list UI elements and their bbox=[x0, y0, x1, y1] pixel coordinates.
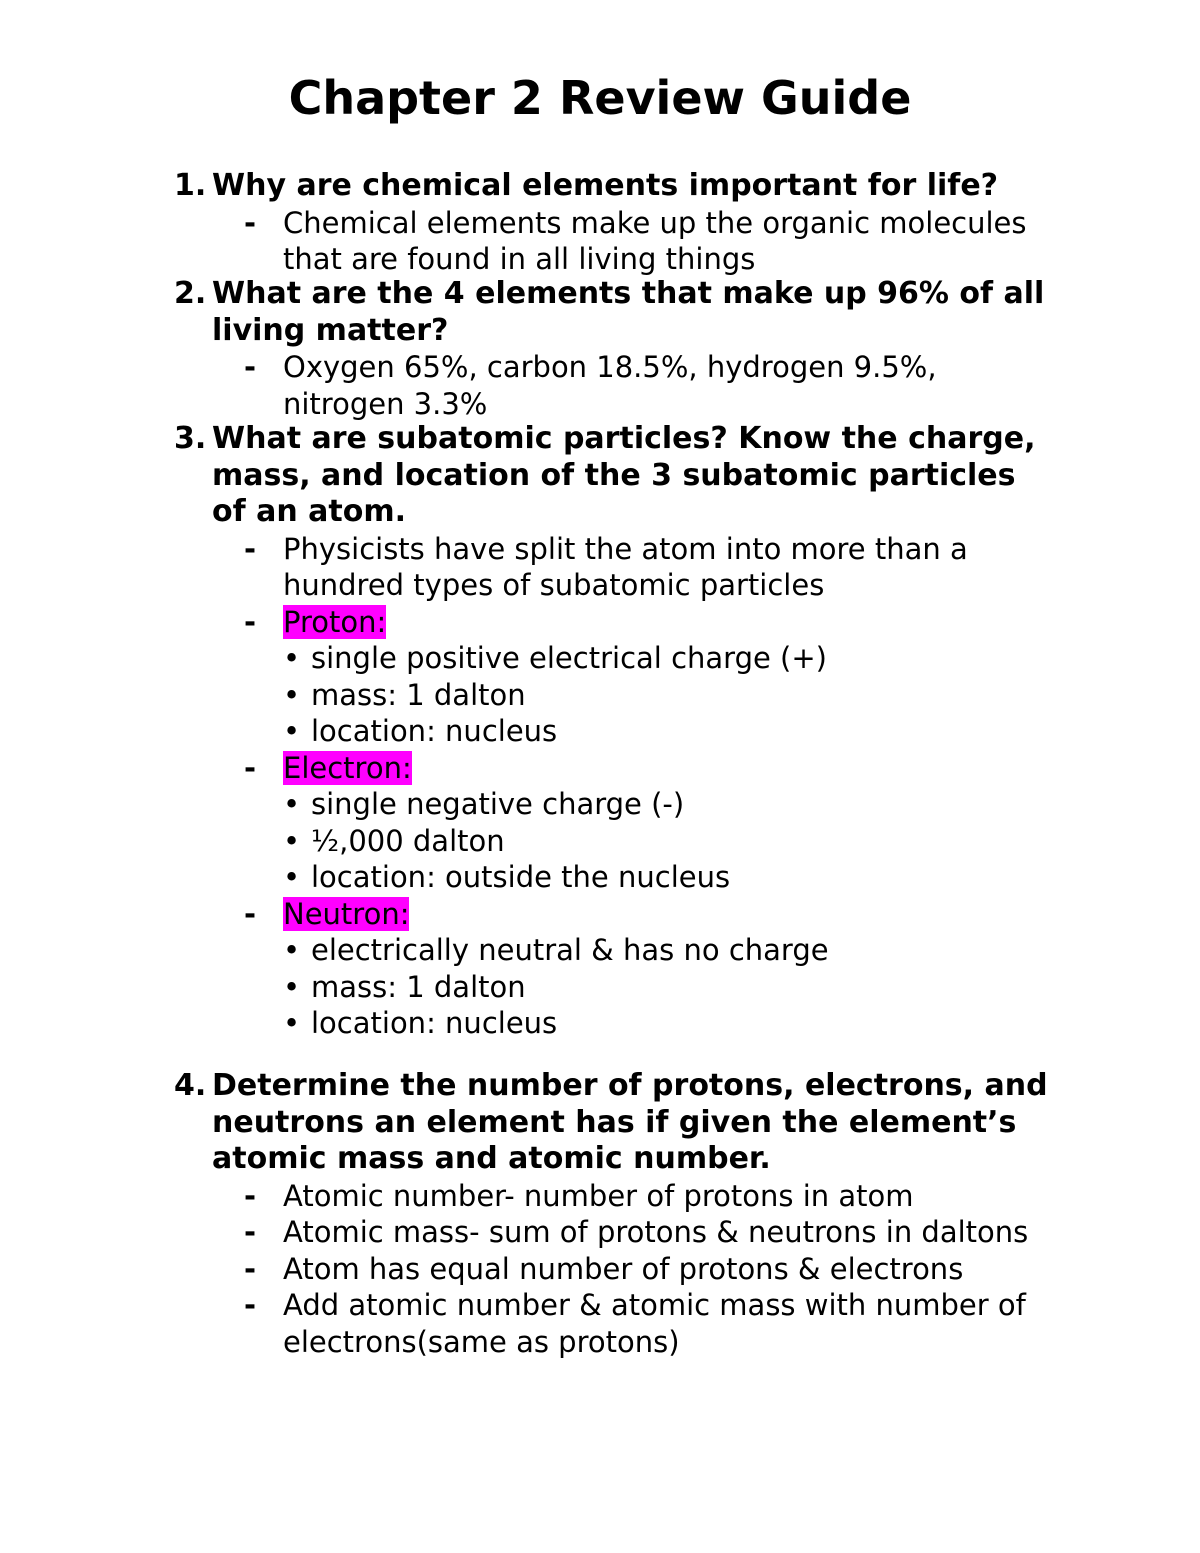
detail-text: ½,000 dalton bbox=[311, 823, 505, 858]
dash-marker: - bbox=[244, 1178, 257, 1213]
particle-electron bbox=[174, 750, 1054, 896]
detail-text: mass: 1 dalton bbox=[311, 677, 526, 712]
question-text: What are the 4 elements that make up 96% of all living matter? bbox=[212, 276, 1045, 348]
answer-text: Atomic number- number of protons in atom bbox=[283, 1178, 914, 1213]
answer-item bbox=[174, 1214, 1054, 1251]
question-1 bbox=[174, 168, 1054, 278]
question-3 bbox=[174, 421, 1054, 1042]
dash-marker: - bbox=[244, 896, 257, 931]
detail-text: single negative charge (-) bbox=[311, 787, 685, 821]
question-number: 1. bbox=[174, 168, 207, 203]
question-text: What are subatomic particles? Know the charge, mass, and location of the 3 subatomic particles of an atom. bbox=[212, 421, 1036, 529]
answer-list bbox=[174, 1178, 1054, 1361]
detail-text: electrically neutral & has no charge bbox=[311, 933, 829, 967]
bullet-marker: • bbox=[283, 823, 301, 858]
question-heading bbox=[174, 168, 1054, 205]
question-text: Determine the number of protons, electrons, and neutrons an element has if given the element’s atomic mass and atomic number. bbox=[212, 1068, 1048, 1176]
detail-list bbox=[283, 786, 1054, 896]
dash-marker: - bbox=[244, 1251, 257, 1286]
detail-text: mass: 1 dalton bbox=[311, 969, 526, 1004]
question-4 bbox=[174, 1068, 1054, 1360]
answer-list bbox=[174, 349, 1054, 422]
answer-list bbox=[174, 531, 1054, 1042]
detail-text: location: outside the nucleus bbox=[311, 860, 731, 894]
bullet-marker: • bbox=[283, 969, 301, 1004]
detail-item bbox=[283, 969, 1054, 1006]
answer-text: Atom has equal number of protons & electrons bbox=[283, 1251, 964, 1286]
answer-item bbox=[174, 1178, 1054, 1215]
answer-text: Oxygen 65%, carbon 18.5%, hydrogen 9.5%, nitrogen 3.3% bbox=[283, 350, 937, 421]
highlighted-label: Electron: bbox=[283, 750, 412, 785]
dash-marker: - bbox=[244, 750, 257, 785]
bullet-marker: • bbox=[283, 714, 301, 748]
dash-marker: - bbox=[244, 1215, 257, 1249]
bullet-marker: • bbox=[283, 1006, 301, 1040]
detail-item bbox=[283, 1005, 1054, 1042]
answer-text: Physicists have split the atom into more than a hundred types of subatomic particles bbox=[283, 531, 968, 602]
question-text: Why are chemical elements important for life? bbox=[212, 168, 999, 203]
highlighted-label: Proton: bbox=[283, 604, 387, 639]
detail-list bbox=[283, 640, 1054, 750]
dash-marker: - bbox=[244, 1288, 257, 1322]
detail-item bbox=[283, 713, 1054, 750]
detail-item bbox=[283, 640, 1054, 677]
particle-neutron bbox=[174, 896, 1054, 1042]
bullet-marker: • bbox=[283, 933, 301, 967]
detail-item bbox=[283, 786, 1054, 823]
question-heading bbox=[174, 276, 1054, 349]
question-number: 3. bbox=[174, 421, 207, 456]
particle-proton bbox=[174, 604, 1054, 750]
bullet-marker: • bbox=[283, 677, 301, 712]
dash-marker: - bbox=[244, 604, 257, 639]
bullet-marker: • bbox=[283, 860, 301, 894]
dash-marker: - bbox=[244, 531, 257, 566]
detail-item bbox=[283, 823, 1054, 860]
answer-list bbox=[174, 205, 1054, 278]
answer-text: Chemical elements make up the organic molecules that are found in all living things bbox=[283, 205, 1027, 276]
answer-item bbox=[174, 1251, 1054, 1288]
question-number: 2. bbox=[174, 276, 207, 311]
question-2 bbox=[174, 276, 1054, 422]
detail-item bbox=[283, 859, 1054, 896]
dash-marker: - bbox=[244, 350, 257, 384]
page-title: Chapter 2 Review Guide bbox=[288, 71, 912, 125]
highlighted-label: Neutron: bbox=[283, 896, 410, 931]
answer-text: Add atomic number & atomic mass with number of electrons(same as protons) bbox=[283, 1288, 1026, 1359]
detail-text: single positive electrical charge (+) bbox=[311, 641, 827, 675]
question-heading bbox=[174, 421, 1054, 531]
detail-item bbox=[283, 677, 1054, 714]
detail-item bbox=[283, 932, 1054, 969]
detail-list bbox=[283, 932, 1054, 1042]
answer-item bbox=[174, 531, 1054, 604]
answer-item bbox=[174, 1287, 1054, 1360]
detail-text: location: nucleus bbox=[311, 1006, 558, 1040]
answer-item bbox=[174, 349, 1054, 422]
dash-marker: - bbox=[244, 205, 257, 240]
answer-text: Atomic mass- sum of protons & neutrons in daltons bbox=[283, 1215, 1029, 1249]
question-heading bbox=[174, 1068, 1054, 1178]
bullet-marker: • bbox=[283, 641, 301, 675]
question-number: 4. bbox=[174, 1068, 207, 1103]
bullet-marker: • bbox=[283, 787, 301, 821]
detail-text: location: nucleus bbox=[311, 714, 558, 748]
answer-item bbox=[174, 205, 1054, 278]
